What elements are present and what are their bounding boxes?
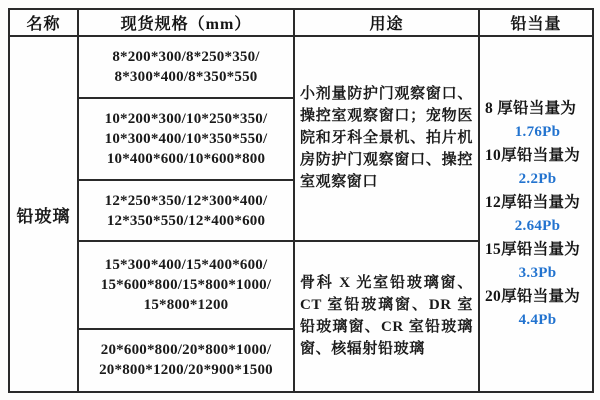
lead-glass-spec-table <box>8 8 594 393</box>
column-header-spec: 现货规格（mm） <box>78 9 294 36</box>
spec-line: 20*800*1200/20*900*1500 <box>99 362 273 379</box>
column-header-lead-equivalent: 铅当量 <box>479 9 593 36</box>
usage-cell-observation-windows: 小剂量防护门观察窗口、操控室观察窗口；宠物医院和牙科全景机、拍片机房防护门观察窗口、操控室观察窗口 <box>294 36 479 241</box>
spec-line: 8*200*300/8*250*350/ <box>112 49 260 66</box>
spec-line: 15*800*1200 <box>143 296 229 313</box>
spec-line: 10*300*400/10*350*550/ <box>104 131 268 148</box>
spec-cell-12 <box>78 180 294 240</box>
lead-label: 20厚铅当量为 <box>485 287 581 305</box>
product-name-cell: 铅玻璃 <box>9 36 78 392</box>
column-header-usage: 用途 <box>294 9 479 36</box>
usage-cell-xray-rooms: 骨科 X 光室铅玻璃窗、CT 室铅玻璃窗、DR 室铅玻璃窗、CR 室铅玻璃窗、核辐射铅玻璃 <box>294 241 479 392</box>
spec-line: 12*250*350/12*300*400/ <box>104 192 268 209</box>
lead-value: 2.2Pb <box>518 170 557 187</box>
spec-line: 15*600*800/15*800*1000/ <box>100 276 272 293</box>
spec-line: 10*200*300/10*250*350/ <box>104 111 268 128</box>
lead-value: 1.76Pb <box>514 123 561 140</box>
lead-value: 3.3Pb <box>518 264 557 281</box>
lead-label: 8 厚铅当量为 <box>485 99 577 117</box>
spec-cell-10 <box>78 98 294 180</box>
spec-line: 8*300*400/8*350*550 <box>114 69 258 86</box>
lead-equivalent-cell <box>479 36 593 392</box>
spec-cell-15 <box>78 241 294 329</box>
lead-label: 15厚铅当量为 <box>485 240 581 258</box>
lead-value: 2.64Pb <box>514 217 561 234</box>
spec-cell-20 <box>78 329 294 392</box>
spec-line: 20*600*800/20*800*1000/ <box>100 342 272 359</box>
lead-value: 4.4Pb <box>518 311 557 328</box>
spec-line: 10*400*600/10*600*800 <box>106 151 266 168</box>
spec-cell-8 <box>78 36 294 98</box>
spec-line: 12*350*550/12*400*600 <box>106 212 266 229</box>
spec-line: 15*300*400/15*400*600/ <box>104 256 268 273</box>
column-header-name: 名称 <box>9 9 78 36</box>
header-row <box>9 9 593 36</box>
lead-equivalent-list <box>485 39 590 389</box>
lead-label: 10厚铅当量为 <box>485 146 581 164</box>
lead-label: 12厚铅当量为 <box>485 193 581 211</box>
table-row <box>9 36 593 98</box>
